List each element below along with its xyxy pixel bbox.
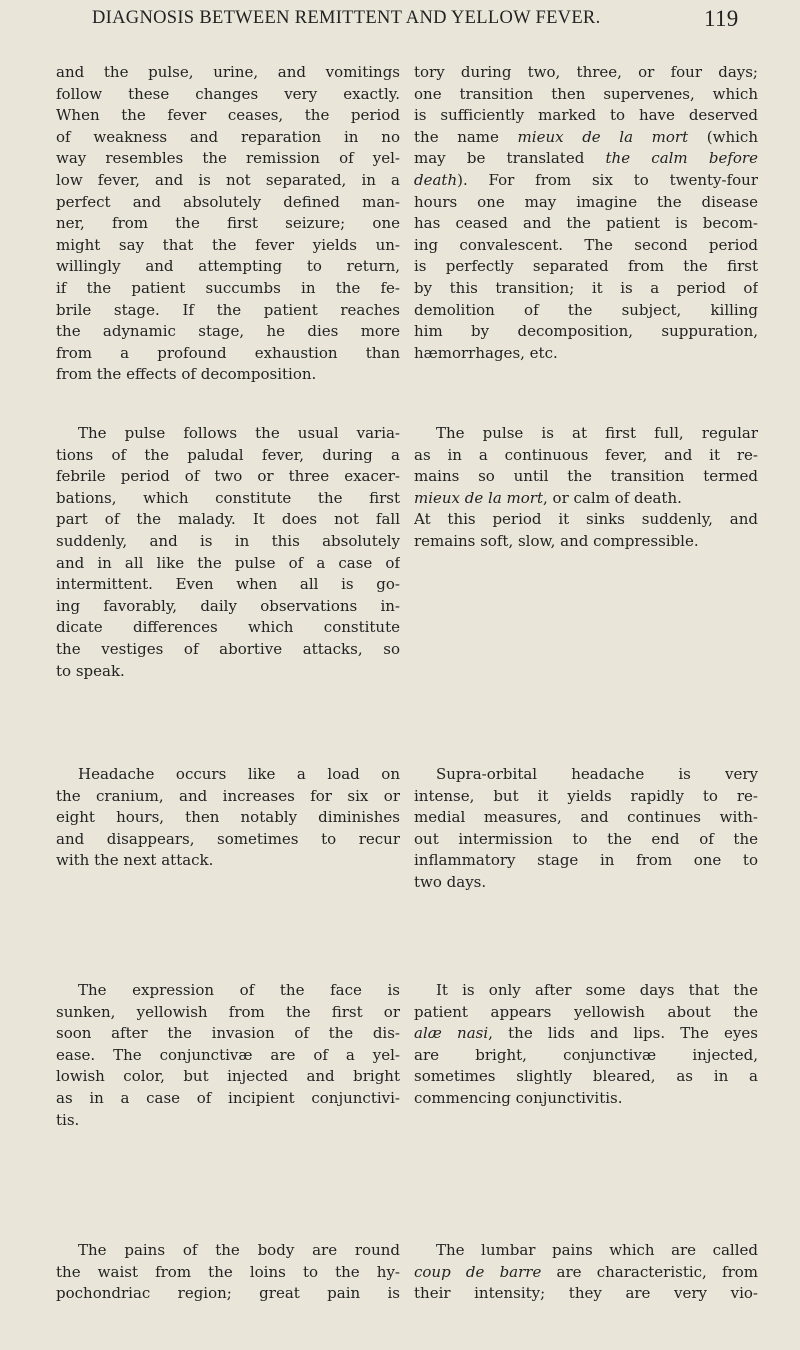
line-text: the vestiges of abortive attacks, so <box>56 639 400 658</box>
line-text: might say that the fever yields un- <box>56 235 400 254</box>
text-line <box>56 807 400 829</box>
line-text: ). For from six to twenty-four <box>457 170 758 189</box>
text-line <box>414 488 758 510</box>
text-line <box>56 321 400 343</box>
text-line <box>56 84 400 106</box>
line-text: hours one may imagine the disease <box>414 192 758 211</box>
line-text: the waist from the loins to the hy- <box>56 1262 400 1281</box>
running-title: DIAGNOSIS BETWEEN REMITTENT AND YELLOW FEVER. <box>92 8 601 28</box>
text-line <box>414 531 758 553</box>
line-text: Supra-orbital headache is very <box>436 765 758 783</box>
line-text: tory during two, three, or four days; <box>414 63 758 81</box>
text-line <box>414 445 758 467</box>
text-line <box>414 321 758 343</box>
line-text: from the effects of decomposition. <box>56 365 317 384</box>
page-number: 119 <box>704 6 739 31</box>
line-text: and in all like the pulse of a case of <box>56 553 400 572</box>
line-text: commencing conjunctivitis. <box>414 1088 623 1107</box>
text-line <box>56 1110 400 1132</box>
text-line <box>56 488 400 510</box>
line-text: follow these changes very exactly. <box>56 84 400 103</box>
text-line <box>414 423 758 445</box>
text-line <box>56 1088 400 1110</box>
line-text: intense, but it yields rapidly to re- <box>414 786 758 805</box>
text-line <box>414 1002 758 1024</box>
line-text: sometimes slightly bleared, as in a <box>414 1067 758 1086</box>
text-line <box>56 596 400 618</box>
paragraph <box>56 764 400 872</box>
text-line <box>414 235 758 257</box>
text-line <box>56 1002 400 1024</box>
line-text: the adynamic stage, he dies more <box>56 322 400 341</box>
paragraph <box>56 1240 400 1305</box>
text-line <box>56 343 400 365</box>
line-text: with the next attack. <box>56 851 214 870</box>
text-line <box>56 1023 400 1045</box>
line-text: demolition of the subject, killing <box>414 300 758 319</box>
line-text: may be translated <box>414 149 585 168</box>
line-text: their intensity; they are very vio- <box>414 1284 758 1303</box>
italic-phrase: death <box>414 170 458 189</box>
text-line <box>56 1283 400 1305</box>
italic-phrase: the calm before <box>605 149 758 168</box>
text-line <box>56 423 400 445</box>
line-text: and disappears, sometimes to recur <box>56 829 400 848</box>
line-text: him by decomposition, suppuration, <box>414 322 758 341</box>
line-text: the cranium, and increases for six or <box>56 786 400 805</box>
line-text: Headache occurs like a load on <box>78 765 400 783</box>
text-line <box>414 509 758 531</box>
text-line <box>56 786 400 808</box>
line-text: one transition then supervenes, which <box>414 84 758 103</box>
text-line <box>414 1240 758 1262</box>
line-text: has ceased and the patient is becom- <box>414 214 758 233</box>
text-line <box>414 829 758 851</box>
text-line <box>414 105 758 127</box>
line-text: out intermission to the end of the <box>414 829 758 848</box>
text-line <box>56 1045 400 1067</box>
line-text: sunken, yellowish from the first or <box>56 1002 400 1021</box>
line-text: low fever, and is not separated, in a <box>56 170 400 189</box>
running-header <box>92 6 739 36</box>
line-text: , the lids and lips. The eyes <box>488 1024 758 1043</box>
line-text: part of the malady. It does not fall <box>56 510 400 529</box>
line-text: to speak. <box>56 661 125 680</box>
line-text: The lumbar pains which are called <box>436 1241 758 1259</box>
text-line <box>56 148 400 170</box>
line-text: of weakness and reparation in no <box>56 127 400 146</box>
paragraph <box>414 1240 758 1305</box>
text-line <box>414 343 758 365</box>
line-text: from a profound exhaustion than <box>56 343 400 362</box>
text-line <box>414 300 758 322</box>
line-text: dicate differences which constitute <box>56 618 400 637</box>
line-text: At this period it sinks suddenly, and <box>414 510 758 529</box>
text-line <box>56 509 400 531</box>
paragraph <box>56 62 400 386</box>
text-line <box>414 1283 758 1305</box>
text-line <box>414 278 758 300</box>
text-line <box>414 764 758 786</box>
text-line <box>414 1023 758 1045</box>
text-line <box>56 300 400 322</box>
text-line <box>414 256 758 278</box>
line-text: The pulse follows the usual varia- <box>78 424 400 442</box>
line-text: as in a case of incipient conjunctivi- <box>56 1088 400 1107</box>
paragraph <box>414 423 758 553</box>
line-text: by this transition; it is a period of <box>414 278 758 297</box>
text-line <box>414 807 758 829</box>
line-text: bations, which constitute the first <box>56 488 400 507</box>
line-text: as in a continuous fever, and it re- <box>414 445 758 464</box>
text-line <box>56 829 400 851</box>
text-line <box>56 466 400 488</box>
line-text: The expression of the face is <box>78 981 400 999</box>
italic-phrase: mieux de la mort <box>414 488 543 507</box>
text-line <box>56 639 400 661</box>
line-text: eight hours, then notably diminishes <box>56 808 400 827</box>
text-line <box>56 127 400 149</box>
line-text: remains soft, slow, and compressible. <box>414 531 699 550</box>
text-line <box>414 213 758 235</box>
line-text: tis. <box>56 1110 80 1129</box>
line-text: and the pulse, urine, and vomitings <box>56 63 400 81</box>
text-line <box>414 170 758 192</box>
text-line <box>414 980 758 1002</box>
line-text: are characteristic, from <box>541 1262 758 1281</box>
line-text: ing favorably, daily observations in- <box>56 596 400 615</box>
text-line <box>56 531 400 553</box>
text-line <box>56 574 400 596</box>
text-line <box>56 850 400 872</box>
text-line <box>414 127 758 149</box>
text-line <box>414 148 758 170</box>
line-text: is perfectly separated from the first <box>414 257 758 276</box>
text-line <box>56 235 400 257</box>
text-line <box>56 105 400 127</box>
text-line <box>56 553 400 575</box>
text-line <box>56 192 400 214</box>
line-text: two days. <box>414 872 487 891</box>
text-line <box>56 1066 400 1088</box>
italic-phrase: alæ nasi <box>414 1024 489 1043</box>
line-text: inflammatory stage in from one to <box>414 851 758 870</box>
line-text: the name <box>414 127 499 146</box>
line-text: ner, from the first seizure; one <box>56 214 400 233</box>
text-line <box>56 617 400 639</box>
text-line <box>414 466 758 488</box>
line-text: It is only after some days that the <box>436 981 758 999</box>
paragraph <box>414 62 758 364</box>
line-text: intermittent. Even when all is go- <box>56 575 400 594</box>
line-text: mains so until the transition termed <box>414 467 758 486</box>
italic-phrase: coup de barre <box>414 1262 542 1281</box>
line-text: , or calm of death. <box>543 488 682 507</box>
text-line <box>56 1240 400 1262</box>
text-line <box>414 62 758 84</box>
text-line <box>56 980 400 1002</box>
line-text: medial measures, and continues with- <box>414 808 758 827</box>
text-line <box>56 445 400 467</box>
line-text: willingly and attempting to return, <box>56 257 400 276</box>
text-line <box>414 1088 758 1110</box>
line-text: way resembles the remission of yel- <box>56 149 400 168</box>
line-text: (which <box>688 127 758 146</box>
line-text: perfect and absolutely defined man- <box>56 192 400 211</box>
text-line <box>414 850 758 872</box>
line-text: brile stage. If the patient reaches <box>56 300 400 319</box>
line-text: hæmorrhages, etc. <box>414 343 558 362</box>
line-text: soon after the invasion of the dis- <box>56 1024 400 1043</box>
line-text: are bright, conjunctivæ injected, <box>414 1045 758 1064</box>
line-text: febrile period of two or three exacer- <box>56 467 400 486</box>
text-line <box>56 1262 400 1284</box>
line-text: lowish color, but injected and bright <box>56 1067 400 1086</box>
text-line <box>56 170 400 192</box>
line-text: ease. The conjunctivæ are of a yel- <box>56 1045 400 1064</box>
text-line <box>56 213 400 235</box>
paragraph <box>414 980 758 1110</box>
text-line <box>56 278 400 300</box>
text-line <box>56 764 400 786</box>
line-text: When the fever ceases, the period <box>56 106 400 125</box>
text-line <box>414 1262 758 1284</box>
text-line <box>414 786 758 808</box>
text-line <box>56 62 400 84</box>
text-line <box>56 256 400 278</box>
text-line <box>56 364 400 386</box>
text-line <box>414 84 758 106</box>
line-text: patient appears yellowish about the <box>414 1002 758 1021</box>
text-line <box>414 872 758 894</box>
line-text: pochondriac region; great pain is <box>56 1284 400 1303</box>
line-text: is sufficiently marked to have deserved <box>414 106 758 125</box>
line-text: The pulse is at first full, regular <box>436 424 758 442</box>
text-line <box>414 1066 758 1088</box>
italic-phrase: mieux de la mort <box>517 127 689 146</box>
line-text: suddenly, and is in this absolutely <box>56 531 400 550</box>
paragraph <box>414 764 758 894</box>
text-line <box>414 192 758 214</box>
line-text: ing convalescent. The second period <box>414 235 758 254</box>
paragraph <box>56 423 400 682</box>
text-line <box>56 661 400 683</box>
line-text: tions of the paludal fever, during a <box>56 445 400 464</box>
line-text: The pains of the body are round <box>78 1241 400 1259</box>
text-line <box>414 1045 758 1067</box>
line-text: if the patient succumbs in the fe- <box>56 278 400 297</box>
paragraph <box>56 980 400 1131</box>
